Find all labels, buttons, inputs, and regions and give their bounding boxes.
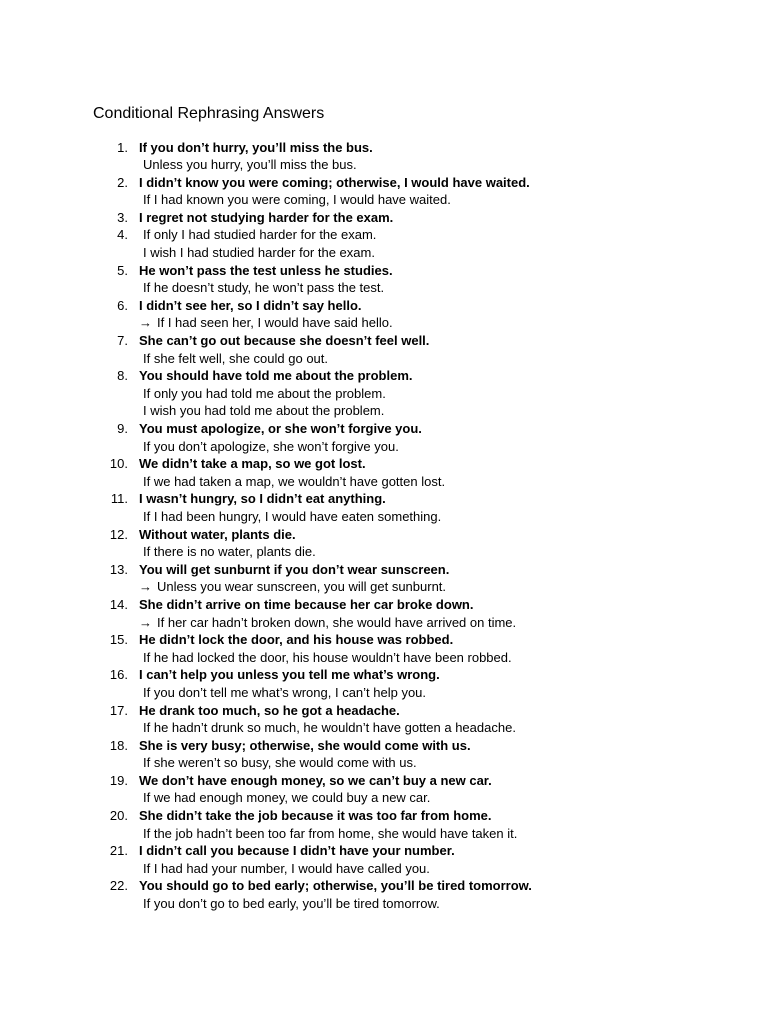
item-header-row xyxy=(0,807,768,825)
item-answer: If he doesn’t study, he won’t pass the test. xyxy=(143,280,385,296)
page-title: Conditional Rephrasing Answers xyxy=(93,105,325,122)
item-question: She can’t go out because she doesn’t feel well. xyxy=(139,333,430,349)
list-item xyxy=(0,262,768,297)
item-answer: If the job hadn’t been too far from home, she would have taken it. xyxy=(143,825,518,841)
item-header-row xyxy=(0,842,768,860)
item-question: She didn’t arrive on time because her car broke down. xyxy=(139,596,474,612)
list-item xyxy=(0,772,768,807)
item-question: You will get sunburnt if you don’t wear sunscreen. xyxy=(139,561,450,577)
list-item xyxy=(0,209,768,227)
item-answer: If he hadn’t drunk so much, he wouldn’t have gotten a headache. xyxy=(143,720,516,736)
item-question: I didn’t see her, so I didn’t say hello. xyxy=(139,297,362,313)
item-answer: If she weren’t so busy, she would come with us. xyxy=(143,755,417,771)
item-answer: If she felt well, she could go out. xyxy=(143,350,328,366)
item-question: You should go to bed early; otherwise, you’ll be tired tomorrow. xyxy=(139,878,532,894)
item-header-row xyxy=(0,596,768,614)
item-number: 18. xyxy=(109,737,128,753)
item-number: 19. xyxy=(109,772,128,788)
item-header-row xyxy=(0,455,768,473)
item-number: 16. xyxy=(109,667,128,683)
list-item xyxy=(0,226,768,261)
list-item xyxy=(0,631,768,666)
item-question: I didn’t call you because I didn’t have your number. xyxy=(139,843,455,859)
list-item xyxy=(0,807,768,842)
item-header-row xyxy=(0,702,768,720)
item-header-row xyxy=(0,737,768,755)
list-item xyxy=(0,666,768,701)
item-number: 6. xyxy=(117,297,128,313)
list-item xyxy=(0,877,768,912)
item-number: 14. xyxy=(109,596,128,612)
item-question: He drank too much, so he got a headache. xyxy=(139,702,400,718)
item-header-row xyxy=(0,526,768,544)
item-number: 21. xyxy=(109,843,128,859)
item-answer: I wish you had told me about the problem. xyxy=(143,403,385,419)
item-question: You must apologize, or she won’t forgive you. xyxy=(139,421,422,436)
item-number: 5. xyxy=(117,262,128,278)
item-answer-row xyxy=(0,860,768,878)
item-question: We don’t have enough money, so we can’t buy a new car. xyxy=(139,772,492,788)
item-question: Without water, plants die. xyxy=(139,526,296,542)
item-answer-row xyxy=(0,543,768,561)
list-item xyxy=(0,702,768,737)
item-number: 8. xyxy=(117,368,128,384)
item-answer-row xyxy=(0,279,768,297)
item-header-row xyxy=(0,174,768,192)
right-arrow-icon: → xyxy=(139,579,152,595)
item-answer: If we had enough money, we could buy a new car. xyxy=(143,790,431,806)
item-number: 11. xyxy=(110,491,128,507)
item-number: 22. xyxy=(109,878,128,894)
item-answer-row xyxy=(0,473,768,491)
item-answer-row xyxy=(0,649,768,667)
item-question: He didn’t lock the door, and his house was robbed. xyxy=(139,632,454,648)
item-answer: Unless you hurry, you’ll miss the bus. xyxy=(143,157,357,173)
right-arrow-icon: → xyxy=(139,315,152,331)
item-question: He won’t pass the test unless he studies. xyxy=(139,262,393,278)
item-number: 4. xyxy=(117,227,128,243)
item-number: 12. xyxy=(109,526,128,542)
right-arrow-icon: → xyxy=(139,614,152,630)
item-answer-row xyxy=(0,719,768,737)
list-item xyxy=(0,490,768,525)
item-number: 13. xyxy=(109,561,128,577)
item-header-row xyxy=(0,139,768,157)
item-header-row xyxy=(0,262,768,280)
item-answer: If he had locked the door, his house wouldn’t have been robbed. xyxy=(143,649,512,665)
list-item xyxy=(0,737,768,772)
item-header-row xyxy=(0,772,768,790)
item-answer: If we had taken a map, we wouldn’t have gotten lost. xyxy=(143,473,446,489)
item-answer: If only you had told me about the problem. xyxy=(143,385,386,401)
item-answer-row xyxy=(0,508,768,526)
item-answer: I wish I had studied harder for the exam. xyxy=(143,245,375,261)
item-header-row xyxy=(0,877,768,895)
item-answer-row xyxy=(0,684,768,702)
item-number: 15. xyxy=(109,632,128,648)
item-header-row xyxy=(0,666,768,684)
item-header-row xyxy=(0,420,768,438)
item-answer-row xyxy=(0,895,768,913)
list-item xyxy=(0,139,768,174)
item-answer-row xyxy=(0,614,768,632)
item-answer-row xyxy=(0,825,768,843)
item-number: 20. xyxy=(109,808,128,824)
item-question: If you don’t hurry, you’ll miss the bus. xyxy=(139,139,373,155)
item-header-row xyxy=(0,561,768,579)
item-answer-row xyxy=(0,156,768,174)
item-answer: If I had had your number, I would have called you. xyxy=(143,860,430,876)
item-number: 3. xyxy=(117,209,128,225)
item-header-row xyxy=(0,209,768,227)
item-question: I wasn’t hungry, so I didn’t eat anything. xyxy=(139,491,386,507)
item-question: She didn’t take the job because it was too far from home. xyxy=(139,808,492,824)
item-answer: If her car hadn’t broken down, she would have arrived on time. xyxy=(157,614,517,630)
item-answer: If you don’t apologize, she won’t forgive you. xyxy=(143,438,399,454)
list-item xyxy=(0,332,768,367)
list-item xyxy=(0,561,768,596)
item-question: I didn’t know you were coming; otherwise, I would have waited. xyxy=(139,174,530,190)
list-item xyxy=(0,842,768,877)
item-answer: If only I had studied harder for the exam. xyxy=(143,227,377,243)
item-header-row xyxy=(0,332,768,350)
item-answer-row xyxy=(0,350,768,368)
list-item xyxy=(0,174,768,209)
item-question: I regret not studying harder for the exam. xyxy=(139,209,394,225)
item-number: 1. xyxy=(117,139,128,155)
item-answer-row xyxy=(0,314,768,332)
item-header-row xyxy=(0,631,768,649)
item-answer: Unless you wear sunscreen, you will get sunburnt. xyxy=(157,579,447,595)
item-answer: If I had known you were coming, I would have waited. xyxy=(143,192,451,208)
item-header-row xyxy=(0,490,768,508)
item-answer-row xyxy=(0,191,768,209)
item-question: I can’t help you unless you tell me what’s wrong. xyxy=(139,667,440,683)
item-answer-row xyxy=(0,754,768,772)
item-number: 9. xyxy=(117,421,128,436)
item-answer-row xyxy=(0,438,768,456)
list-item xyxy=(0,596,768,631)
item-answer: If you don’t go to bed early, you’ll be tired tomorrow. xyxy=(143,896,440,912)
item-answer: If there is no water, plants die. xyxy=(143,544,316,560)
item-answer-row xyxy=(0,578,768,596)
item-answer: If I had seen her, I would have said hello. xyxy=(157,315,393,331)
item-answer: If I had been hungry, I would have eaten something. xyxy=(143,508,442,524)
item-header-row xyxy=(0,297,768,315)
list-item xyxy=(0,526,768,561)
item-answer-row xyxy=(0,244,768,262)
item-number: 7. xyxy=(117,333,128,349)
list-item xyxy=(0,420,768,455)
item-header-row xyxy=(0,367,768,385)
item-answer: If you don’t tell me what’s wrong, I can’t help you. xyxy=(143,684,427,700)
answer-list xyxy=(0,139,768,913)
item-answer-row xyxy=(0,385,768,403)
item-question: You should have told me about the problem. xyxy=(139,368,413,384)
item-question: She is very busy; otherwise, she would come with us. xyxy=(139,737,471,753)
list-item xyxy=(0,455,768,490)
item-number: 10. xyxy=(109,456,128,472)
item-number: 2. xyxy=(117,174,128,190)
list-item xyxy=(0,297,768,332)
item-answer-row xyxy=(0,789,768,807)
list-item xyxy=(0,367,768,420)
item-number: 17. xyxy=(109,702,128,718)
item-header-row xyxy=(0,226,768,244)
item-question: We didn’t take a map, so we got lost. xyxy=(139,456,366,472)
item-answer-row xyxy=(0,402,768,420)
